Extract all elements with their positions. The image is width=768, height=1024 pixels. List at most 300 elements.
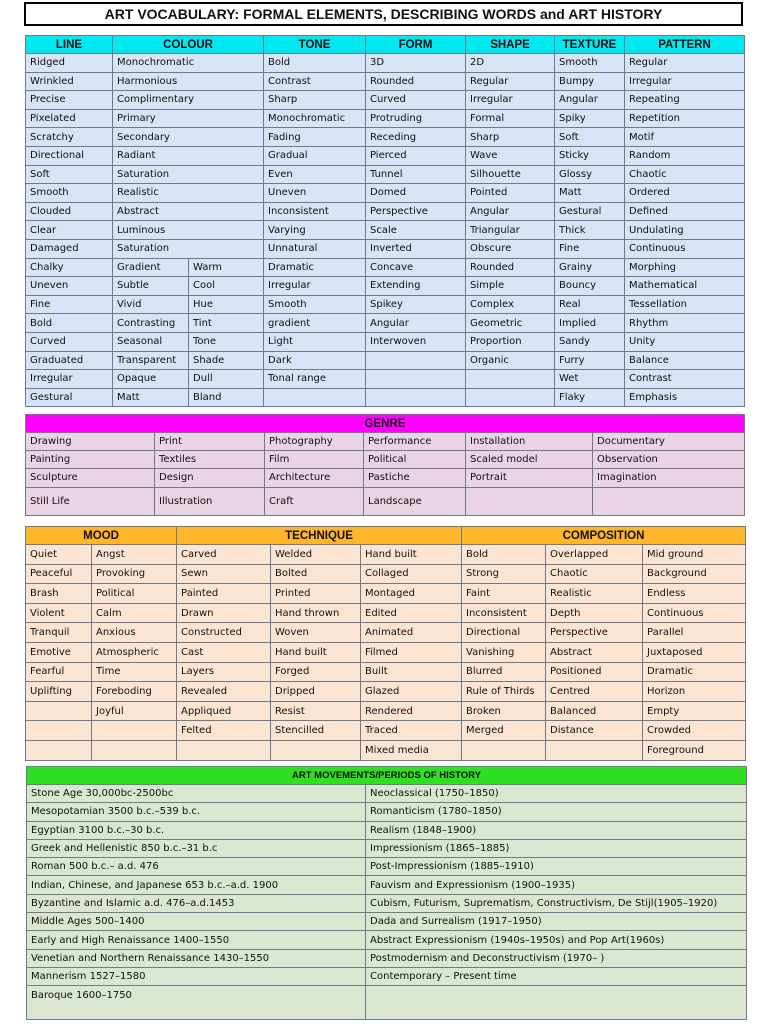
table-cell: Juxtaposed	[643, 642, 746, 662]
table-cell: Light	[264, 332, 366, 351]
table-cell: Complimentary	[113, 91, 264, 110]
table-cell: Curved	[26, 332, 113, 351]
table-cell: Printed	[271, 584, 361, 604]
table-cell: Wave	[466, 146, 555, 165]
table-cell: Radiant	[113, 146, 264, 165]
table-cell: Tint	[189, 314, 264, 333]
table-cell	[92, 740, 177, 760]
table-cell: Triangular	[466, 221, 555, 240]
table-cell: Mesopotamian 3500 b.c.–539 b.c.	[27, 803, 366, 821]
table-cell: Varying	[264, 221, 366, 240]
table-cell: Glossy	[555, 165, 625, 184]
table-cell	[462, 740, 546, 760]
table-cell	[26, 740, 92, 760]
table-cell: Undulating	[625, 221, 745, 240]
table-cell: Post-Impressionism (1885–1910)	[366, 858, 747, 876]
table-cell: Impressionism (1865–1885)	[366, 839, 747, 857]
table-cell: Flaky	[555, 388, 625, 407]
art-header-row	[27, 767, 747, 785]
table-cell: Uplifting	[26, 682, 92, 702]
table-cell: Continuous	[625, 239, 745, 258]
table-cell: Political	[364, 451, 466, 469]
table-row	[26, 221, 745, 240]
table-cell: Centred	[546, 682, 643, 702]
table-row	[26, 258, 745, 277]
genre-table	[25, 414, 745, 516]
table-cell: Warm	[189, 258, 264, 277]
table-cell: Photography	[265, 433, 364, 451]
table-cell: Subtle	[113, 277, 189, 296]
table-cell: Contrast	[264, 72, 366, 91]
table-cell: Mannerism 1527–1580	[27, 967, 366, 985]
table-cell: Bolted	[271, 564, 361, 584]
table-cell: Bold	[462, 545, 546, 565]
table-cell: Matt	[113, 388, 189, 407]
table-row	[26, 642, 746, 662]
table-cell: Inconsistent	[264, 202, 366, 221]
table-cell: Sharp	[466, 128, 555, 147]
table-row	[26, 202, 745, 221]
header-mood: MOOD	[26, 527, 177, 545]
table-row	[26, 72, 745, 91]
table-row	[26, 128, 745, 147]
table-cell: Inconsistent	[462, 603, 546, 623]
table-cell: Pixelated	[26, 109, 113, 128]
table-cell: Contemporary – Present time	[366, 967, 747, 985]
table-row	[26, 314, 745, 333]
table-cell: Horizon	[643, 682, 746, 702]
page-title: ART VOCABULARY: FORMAL ELEMENTS, DESCRIBING WORDS and ART HISTORY	[24, 2, 743, 26]
table-cell: Scratchy	[26, 128, 113, 147]
table-row	[27, 803, 747, 821]
table-row	[26, 451, 745, 469]
table-cell: Still Life	[26, 487, 155, 515]
table-cell: Simple	[466, 277, 555, 296]
table-cell: Chaotic	[625, 165, 745, 184]
table-cell: Overlapped	[546, 545, 643, 565]
table-row	[26, 295, 745, 314]
table-cell: Vanishing	[462, 642, 546, 662]
table-row	[27, 894, 747, 912]
table-cell: Matt	[555, 184, 625, 203]
table-cell: Gestural	[555, 202, 625, 221]
table-cell: Irregular	[466, 91, 555, 110]
table-cell: Furry	[555, 351, 625, 370]
table-cell: 2D	[466, 54, 555, 73]
formal-header-row	[26, 36, 745, 54]
table-cell: Postmodernism and Deconstructivism (1970– )	[366, 949, 747, 967]
table-cell: Sandy	[555, 332, 625, 351]
table-cell: Tessellation	[625, 295, 745, 314]
table-cell	[366, 351, 466, 370]
table-cell: Bold	[264, 54, 366, 73]
table-cell: Quiet	[26, 545, 92, 565]
table-cell: Balanced	[546, 701, 643, 721]
table-cell: Organic	[466, 351, 555, 370]
table-cell: Emphasis	[625, 388, 745, 407]
table-cell	[26, 721, 92, 741]
table-row	[27, 876, 747, 894]
table-cell: Morphing	[625, 258, 745, 277]
table-cell: Monochromatic	[113, 54, 264, 73]
table-cell: Endless	[643, 584, 746, 604]
header-texture: TEXTURE	[555, 36, 625, 54]
table-cell: Egyptian 3100 b.c.–30 b.c.	[27, 821, 366, 839]
table-cell: Dramatic	[643, 662, 746, 682]
table-cell: Unnatural	[264, 239, 366, 258]
table-cell: Craft	[265, 487, 364, 515]
table-cell: Secondary	[113, 128, 264, 147]
table-cell: Hue	[189, 295, 264, 314]
table-cell: Angular	[366, 314, 466, 333]
table-cell: Joyful	[92, 701, 177, 721]
table-cell: Receding	[366, 128, 466, 147]
table-cell: gradient	[264, 314, 366, 333]
table-cell: Tone	[189, 332, 264, 351]
table-cell: Background	[643, 564, 746, 584]
table-cell: Saturation	[113, 239, 264, 258]
table-cell: Textiles	[155, 451, 265, 469]
table-cell: Venetian and Northern Renaissance 1430–1550	[27, 949, 366, 967]
table-cell: Complex	[466, 295, 555, 314]
table-cell: Graduated	[26, 351, 113, 370]
table-cell: Merged	[462, 721, 546, 741]
table-row	[26, 165, 745, 184]
table-cell: Cubism, Futurism, Suprematism, Constructivism, De Stijl(1905–1920)	[366, 894, 747, 912]
table-cell: Geometric	[466, 314, 555, 333]
table-cell: Repeating	[625, 91, 745, 110]
table-cell: Harmonious	[113, 72, 264, 91]
table-row	[26, 487, 745, 515]
table-cell: Damaged	[26, 239, 113, 258]
table-cell: Balance	[625, 351, 745, 370]
table-row	[27, 949, 747, 967]
table-cell: Mixed media	[361, 740, 462, 760]
table-cell: Foreboding	[92, 682, 177, 702]
table-cell: Primary	[113, 109, 264, 128]
table-cell: Domed	[366, 184, 466, 203]
table-row	[26, 662, 746, 682]
table-cell: Fine	[555, 239, 625, 258]
table-cell: Time	[92, 662, 177, 682]
table-cell: Fine	[26, 295, 113, 314]
table-cell: Directional	[26, 146, 113, 165]
table-cell: Sticky	[555, 146, 625, 165]
table-cell: Saturation	[113, 165, 264, 184]
table-cell: Edited	[361, 603, 462, 623]
table-cell: Dramatic	[264, 258, 366, 277]
table-row	[26, 184, 745, 203]
table-cell	[271, 740, 361, 760]
table-cell: Ridged	[26, 54, 113, 73]
table-row	[27, 931, 747, 949]
header-shape: SHAPE	[466, 36, 555, 54]
table-cell: Chaotic	[546, 564, 643, 584]
table-cell: Unity	[625, 332, 745, 351]
table-cell: Thick	[555, 221, 625, 240]
table-cell: Pastiche	[364, 469, 466, 487]
formal-elements-table	[25, 35, 745, 407]
table-cell: Byzantine and Islamic a.d. 476–a.d.1453	[27, 894, 366, 912]
table-cell: Bouncy	[555, 277, 625, 296]
table-cell: Abstract Expressionism (1940s–1950s) and Pop Art(1960s)	[366, 931, 747, 949]
table-cell: Smooth	[264, 295, 366, 314]
table-cell: Ordered	[625, 184, 745, 203]
table-cell: Welded	[271, 545, 361, 565]
table-cell: Crowded	[643, 721, 746, 741]
table-cell	[264, 388, 366, 407]
table-cell: Transparent	[113, 351, 189, 370]
header-form: FORM	[366, 36, 466, 54]
table-cell: Early and High Renaissance 1400–1550	[27, 931, 366, 949]
table-cell: Gradual	[264, 146, 366, 165]
table-cell: Brash	[26, 584, 92, 604]
table-cell: Broken	[462, 701, 546, 721]
table-cell: Empty	[643, 701, 746, 721]
table-cell: Built	[361, 662, 462, 682]
table-cell: Collaged	[361, 564, 462, 584]
table-cell: Sculpture	[26, 469, 155, 487]
table-row	[26, 370, 745, 389]
table-cell: Smooth	[26, 184, 113, 203]
table-cell: Dark	[264, 351, 366, 370]
table-cell	[177, 740, 271, 760]
table-cell: Clouded	[26, 202, 113, 221]
table-cell: Positioned	[546, 662, 643, 682]
header-colour: COLOUR	[113, 36, 264, 54]
table-cell: Drawn	[177, 603, 271, 623]
table-cell: Hand thrown	[271, 603, 361, 623]
table-cell: Motif	[625, 128, 745, 147]
table-cell: Scaled model	[466, 451, 593, 469]
table-cell: Bold	[26, 314, 113, 333]
table-cell: Gestural	[26, 388, 113, 407]
table-cell: Random	[625, 146, 745, 165]
table-row	[26, 277, 745, 296]
table-cell	[466, 388, 555, 407]
table-cell: Resist	[271, 701, 361, 721]
table-cell: Spikey	[366, 295, 466, 314]
table-row	[26, 584, 746, 604]
table-cell: Hand built	[361, 545, 462, 565]
table-row	[27, 839, 747, 857]
table-cell: Fading	[264, 128, 366, 147]
table-cell: Dada and Surrealism (1917–1950)	[366, 913, 747, 931]
table-cell: Formal	[466, 109, 555, 128]
table-cell: Illustration	[155, 487, 265, 515]
table-cell: Forged	[271, 662, 361, 682]
table-cell: Irregular	[625, 72, 745, 91]
table-cell: Peaceful	[26, 564, 92, 584]
table-cell: Angular	[555, 91, 625, 110]
table-cell: Concave	[366, 258, 466, 277]
table-cell: Abstract	[546, 642, 643, 662]
table-cell: Greek and Hellenistic 850 b.c.–31 b.c	[27, 839, 366, 857]
table-cell: Uneven	[264, 184, 366, 203]
table-cell: Neoclassical (1750–1850)	[366, 785, 747, 803]
table-cell: Repetition	[625, 109, 745, 128]
table-cell: Soft	[26, 165, 113, 184]
table-cell: Directional	[462, 623, 546, 643]
table-row	[26, 623, 746, 643]
table-row	[26, 109, 745, 128]
table-cell: Realistic	[113, 184, 264, 203]
table-cell: Atmospheric	[92, 642, 177, 662]
table-cell: Dull	[189, 370, 264, 389]
table-cell: Tunnel	[366, 165, 466, 184]
table-cell: Performance	[364, 433, 466, 451]
table-row	[26, 682, 746, 702]
table-cell: 3D	[366, 54, 466, 73]
table-cell: Implied	[555, 314, 625, 333]
table-cell: Wet	[555, 370, 625, 389]
table-cell: Gradient	[113, 258, 189, 277]
table-cell: Defined	[625, 202, 745, 221]
table-cell: Fearful	[26, 662, 92, 682]
table-cell: Contrast	[625, 370, 745, 389]
table-row	[26, 54, 745, 73]
table-cell	[366, 986, 747, 1020]
table-cell: Rounded	[366, 72, 466, 91]
table-cell: Film	[265, 451, 364, 469]
table-cell: Silhouette	[466, 165, 555, 184]
table-cell: Documentary	[593, 433, 745, 451]
table-row	[27, 785, 747, 803]
table-cell: Wrinkled	[26, 72, 113, 91]
table-cell: Cool	[189, 277, 264, 296]
table-cell	[466, 370, 555, 389]
table-cell: Installation	[466, 433, 593, 451]
table-cell: Tranquil	[26, 623, 92, 643]
table-row	[26, 388, 745, 407]
table-cell: Vivid	[113, 295, 189, 314]
table-cell: Fauvism and Expressionism (1900–1935)	[366, 876, 747, 894]
table-cell: Political	[92, 584, 177, 604]
table-cell	[92, 721, 177, 741]
table-cell: Distance	[546, 721, 643, 741]
table-cell: Hand built	[271, 642, 361, 662]
table-cell: Pointed	[466, 184, 555, 203]
table-row	[26, 603, 746, 623]
table-cell: Sharp	[264, 91, 366, 110]
table-row	[26, 721, 746, 741]
table-row	[27, 858, 747, 876]
table-cell: Sewn	[177, 564, 271, 584]
table-cell: Perspective	[546, 623, 643, 643]
table-cell	[366, 370, 466, 389]
table-cell	[26, 701, 92, 721]
table-cell: Contrasting	[113, 314, 189, 333]
mood-technique-composition-table	[25, 526, 746, 761]
table-cell: Design	[155, 469, 265, 487]
table-cell: Drawing	[26, 433, 155, 451]
table-cell	[366, 388, 466, 407]
table-cell: Animated	[361, 623, 462, 643]
table-cell: Mid ground	[643, 545, 746, 565]
table-cell: Emotive	[26, 642, 92, 662]
table-cell: Chalky	[26, 258, 113, 277]
table-cell: Spiky	[555, 109, 625, 128]
table-cell: Revealed	[177, 682, 271, 702]
table-cell: Opaque	[113, 370, 189, 389]
table-cell: Irregular	[264, 277, 366, 296]
table-cell: Middle Ages 500–1400	[27, 913, 366, 931]
table-cell: Protruding	[366, 109, 466, 128]
table-cell: Real	[555, 295, 625, 314]
header-composition: COMPOSITION	[462, 527, 746, 545]
table-cell: Angular	[466, 202, 555, 221]
table-cell: Extending	[366, 277, 466, 296]
table-row	[26, 545, 746, 565]
mood-header-row	[26, 527, 746, 545]
table-cell: Foreground	[643, 740, 746, 760]
table-cell: Stencilled	[271, 721, 361, 741]
table-row	[26, 564, 746, 584]
table-cell: Architecture	[265, 469, 364, 487]
table-cell: Uneven	[26, 277, 113, 296]
table-cell: Inverted	[366, 239, 466, 258]
table-cell: Realism (1848–1900)	[366, 821, 747, 839]
table-cell: Interwoven	[366, 332, 466, 351]
header-line: LINE	[26, 36, 113, 54]
table-cell: Bumpy	[555, 72, 625, 91]
table-cell: Grainy	[555, 258, 625, 277]
table-row	[26, 433, 745, 451]
table-cell: Strong	[462, 564, 546, 584]
table-cell: Bland	[189, 388, 264, 407]
table-cell: Monochromatic	[264, 109, 366, 128]
art-movements-table	[26, 766, 747, 1020]
genre-header-row	[26, 415, 745, 433]
table-cell: Traced	[361, 721, 462, 741]
table-cell: Romanticism (1780–1850)	[366, 803, 747, 821]
header-technique: TECHNIQUE	[177, 527, 462, 545]
table-cell: Smooth	[555, 54, 625, 73]
table-cell: Observation	[593, 451, 745, 469]
table-cell: Rounded	[466, 258, 555, 277]
table-cell: Seasonal	[113, 332, 189, 351]
table-cell: Violent	[26, 603, 92, 623]
table-cell: Irregular	[26, 370, 113, 389]
table-cell: Blurred	[462, 662, 546, 682]
table-cell: Cast	[177, 642, 271, 662]
table-cell: Soft	[555, 128, 625, 147]
table-cell: Constructed	[177, 623, 271, 643]
table-cell: Tonal range	[264, 370, 366, 389]
table-cell: Rhythm	[625, 314, 745, 333]
table-cell: Abstract	[113, 202, 264, 221]
table-cell: Print	[155, 433, 265, 451]
table-cell	[593, 487, 745, 515]
table-cell: Proportion	[466, 332, 555, 351]
table-row	[27, 821, 747, 839]
table-row	[26, 91, 745, 110]
table-cell: Even	[264, 165, 366, 184]
table-cell: Stone Age 30,000bc-2500bc	[27, 785, 366, 803]
table-cell: Landscape	[364, 487, 466, 515]
table-cell: Realistic	[546, 584, 643, 604]
header-pattern: PATTERN	[625, 36, 745, 54]
header-tone: TONE	[264, 36, 366, 54]
table-cell: Shade	[189, 351, 264, 370]
header-art-movements: ART MOVEMENTS/PERIODS OF HISTORY	[27, 767, 747, 785]
table-cell: Appliqued	[177, 701, 271, 721]
table-cell: Provoking	[92, 564, 177, 584]
table-row	[26, 146, 745, 165]
table-cell: Glazed	[361, 682, 462, 702]
table-cell: Anxious	[92, 623, 177, 643]
table-row	[27, 986, 747, 1020]
